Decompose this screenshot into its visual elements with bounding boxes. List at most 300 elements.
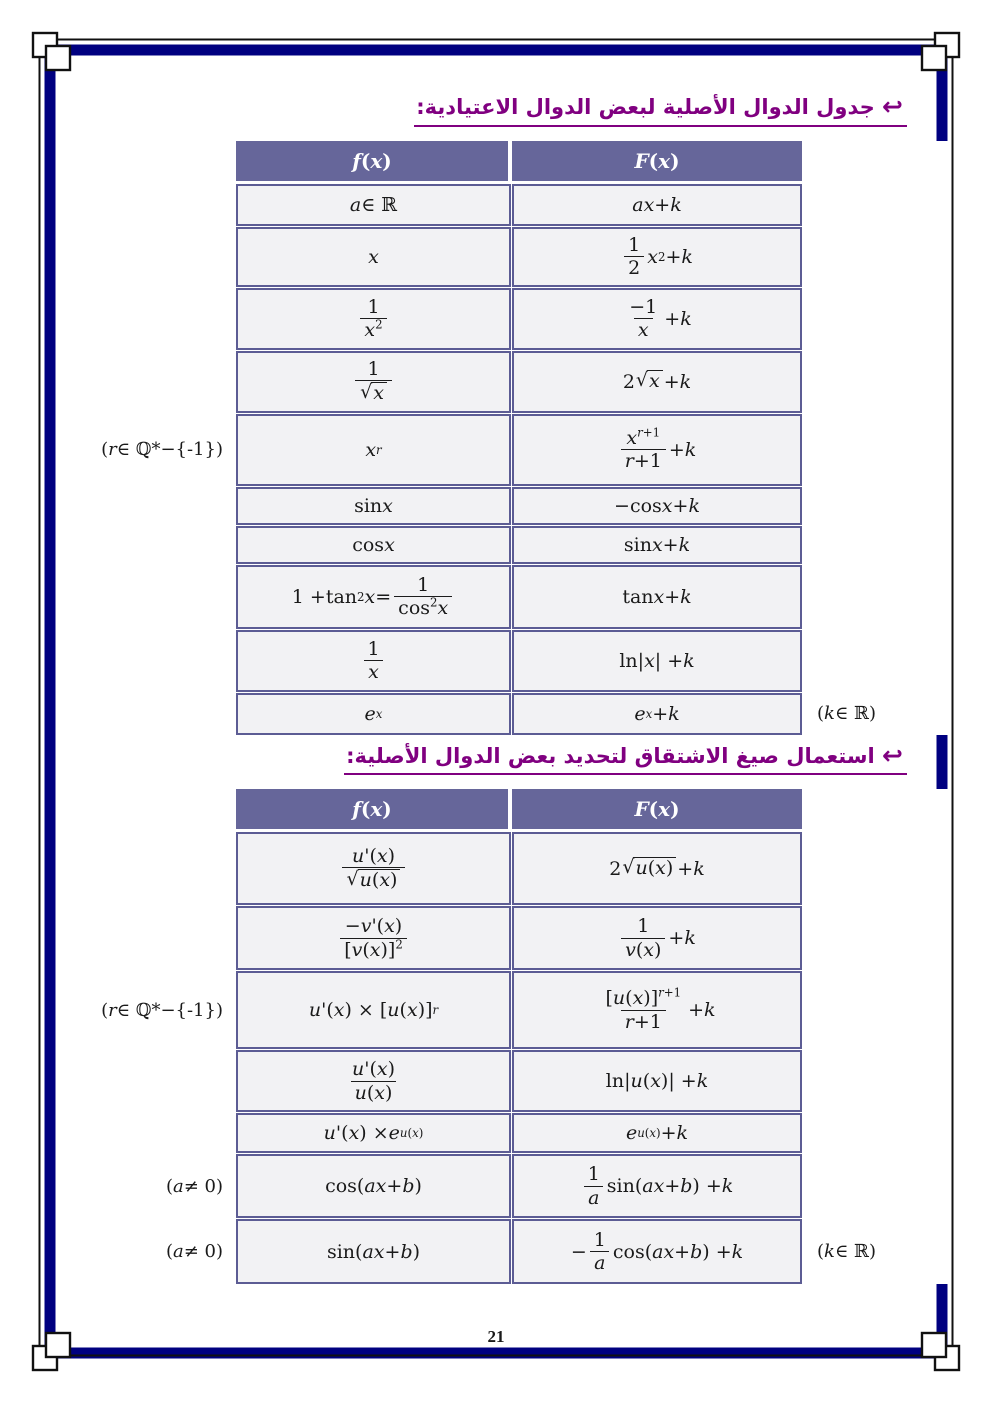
domain-note-left bbox=[85, 184, 235, 226]
math-text: '( bbox=[321, 999, 334, 1021]
fraction bbox=[363, 638, 383, 684]
math-text: ∈ ℚ*−{-1}) bbox=[116, 439, 223, 460]
corner-square bbox=[922, 46, 946, 70]
domain-note-left bbox=[85, 630, 235, 692]
math-variable: r bbox=[108, 999, 117, 1021]
math-variable: u bbox=[354, 1081, 367, 1104]
section-title bbox=[414, 90, 907, 127]
radicand bbox=[633, 857, 676, 880]
f-cell bbox=[236, 1154, 511, 1218]
math-variable: k bbox=[704, 999, 716, 1021]
F-cell bbox=[512, 487, 802, 525]
math-text: )] bbox=[643, 987, 659, 1010]
math-variable: u bbox=[637, 1126, 645, 1140]
f-cell bbox=[236, 526, 511, 564]
fraction bbox=[624, 234, 644, 280]
math-text: ) + bbox=[702, 1240, 732, 1263]
fraction bbox=[340, 915, 407, 961]
domain-note-left bbox=[85, 1050, 235, 1112]
F-cell bbox=[512, 906, 802, 970]
math-variable: x bbox=[437, 597, 449, 619]
domain-note-right bbox=[803, 1113, 951, 1153]
fraction-numerator bbox=[625, 296, 661, 318]
math-variable: b bbox=[402, 1175, 415, 1197]
math-text: 1 bbox=[367, 295, 380, 318]
col-header-f bbox=[236, 789, 511, 831]
math-variable: k bbox=[731, 1240, 744, 1263]
fraction-denominator bbox=[342, 867, 406, 892]
math-text: + bbox=[662, 533, 679, 556]
math-variable: x bbox=[368, 245, 379, 268]
fraction-denominator bbox=[621, 938, 665, 961]
math-text: 1 bbox=[628, 233, 641, 256]
math-variable: k bbox=[680, 307, 692, 330]
math-text: ( bbox=[625, 987, 633, 1010]
functions-table bbox=[85, 141, 951, 735]
F-cell bbox=[512, 1154, 802, 1218]
f-cell bbox=[236, 1219, 511, 1284]
fraction-numerator bbox=[348, 1058, 399, 1080]
F-cell bbox=[512, 227, 802, 287]
math-variable: x bbox=[333, 999, 345, 1021]
math-text: − bbox=[344, 915, 361, 938]
math-variable: x bbox=[637, 319, 649, 341]
domain-note-right bbox=[803, 1154, 951, 1218]
math-text: cos bbox=[325, 1175, 357, 1197]
domain-note-right bbox=[803, 565, 951, 629]
math-text: 2 bbox=[395, 937, 403, 952]
math-variable: x bbox=[644, 649, 655, 672]
math-text: + bbox=[384, 1240, 401, 1263]
math-text: + bbox=[664, 307, 681, 330]
math-text: − bbox=[614, 494, 630, 517]
math-text: ) bbox=[387, 1058, 396, 1081]
F-cell bbox=[512, 832, 802, 905]
col-header-F bbox=[512, 789, 802, 831]
fraction-denominator bbox=[394, 596, 452, 619]
math-variable: x bbox=[661, 494, 673, 517]
math-text: ) bbox=[382, 148, 392, 173]
fraction-denominator bbox=[634, 318, 653, 341]
domain-note-right bbox=[803, 832, 951, 905]
fraction-denominator bbox=[351, 1081, 397, 1104]
math-text: '( bbox=[335, 1122, 349, 1144]
math-text: = bbox=[375, 585, 392, 608]
math-variable: u bbox=[359, 869, 372, 892]
fraction bbox=[590, 1229, 610, 1275]
fraction bbox=[394, 574, 452, 620]
domain-note-right bbox=[803, 184, 951, 226]
math-text: ( bbox=[634, 1175, 643, 1197]
radical-sign-icon: √ bbox=[346, 868, 359, 891]
math-variable: x bbox=[376, 844, 388, 867]
math-text: '( bbox=[364, 844, 377, 867]
f-cell bbox=[236, 630, 511, 692]
math-variable: u bbox=[351, 1058, 365, 1081]
math-text: + bbox=[654, 193, 671, 216]
fraction-denominator bbox=[364, 660, 383, 683]
f-cell bbox=[236, 693, 511, 735]
f-cell bbox=[236, 227, 511, 287]
math-variable: x bbox=[364, 585, 376, 608]
math-variable: k bbox=[684, 927, 696, 949]
section-title-row bbox=[85, 90, 907, 127]
fraction-numerator bbox=[348, 845, 399, 867]
math-text: 2 bbox=[609, 857, 622, 880]
page-number: 21 bbox=[487, 1327, 505, 1346]
math-text: ( bbox=[399, 999, 407, 1021]
math-text: ) bbox=[394, 915, 403, 938]
math-variable: b bbox=[400, 1240, 413, 1263]
math-variable: x bbox=[650, 1070, 661, 1092]
math-text: + bbox=[663, 370, 680, 393]
math-text: ( bbox=[407, 1126, 413, 1140]
math-text: [ bbox=[605, 987, 613, 1010]
fraction-numerator bbox=[363, 358, 383, 380]
math-text: cos bbox=[629, 494, 662, 517]
math-text: + bbox=[674, 1240, 691, 1263]
math-variable: k bbox=[670, 193, 682, 216]
math-text: tan bbox=[622, 585, 654, 608]
math-text: '( bbox=[364, 1058, 377, 1081]
math-variable: u bbox=[308, 999, 322, 1021]
math-variable: a bbox=[349, 193, 362, 216]
math-variable: u bbox=[635, 857, 648, 880]
math-variable: k bbox=[680, 585, 692, 608]
math-text: ) bbox=[387, 844, 395, 867]
math-text: ≠ 0) bbox=[183, 1241, 223, 1262]
math-text: ) bbox=[654, 938, 662, 961]
domain-note-right bbox=[803, 1219, 951, 1284]
math-variable: ax bbox=[362, 1240, 385, 1263]
math-variable: e bbox=[388, 1122, 400, 1144]
math-text: cos bbox=[612, 1240, 645, 1263]
fraction-numerator bbox=[584, 1163, 604, 1185]
fraction bbox=[625, 296, 661, 342]
math-variable: a bbox=[172, 1241, 184, 1262]
math-text: ) bbox=[412, 1240, 421, 1263]
math-variable: k bbox=[721, 1175, 734, 1197]
math-text: | + bbox=[654, 649, 684, 672]
domain-note-right bbox=[803, 227, 951, 287]
fraction bbox=[360, 296, 386, 342]
math-variable: x bbox=[626, 426, 638, 449]
math-text: cos bbox=[398, 597, 431, 619]
math-text: 1 bbox=[417, 573, 430, 596]
f-cell bbox=[236, 971, 511, 1049]
superscript bbox=[637, 425, 660, 439]
math-variable: f bbox=[352, 148, 361, 173]
math-variable: F bbox=[634, 797, 649, 821]
math-text: ) bbox=[382, 797, 392, 821]
math-variable: ax bbox=[632, 193, 655, 216]
domain-note-left bbox=[85, 1154, 235, 1218]
math-variable: r bbox=[624, 450, 634, 472]
math-variable: k bbox=[824, 703, 835, 724]
F-cell bbox=[512, 1113, 802, 1153]
math-text: ( bbox=[648, 148, 659, 173]
math-text: ) bbox=[384, 1081, 393, 1104]
math-variable: x bbox=[375, 706, 383, 721]
radical-sign-icon: √ bbox=[360, 381, 373, 404]
math-variable: k bbox=[668, 702, 680, 725]
domain-note-right bbox=[803, 906, 951, 970]
math-variable: k bbox=[696, 1070, 709, 1092]
math-text: − bbox=[570, 1240, 587, 1263]
domain-note-right bbox=[803, 288, 951, 350]
math-text: + bbox=[688, 999, 705, 1021]
math-text: ( bbox=[817, 1241, 825, 1262]
math-text: ( bbox=[101, 439, 109, 460]
domain-note-left bbox=[85, 565, 235, 629]
math-variable: u bbox=[399, 1126, 408, 1140]
fraction-numerator bbox=[363, 296, 383, 318]
math-variable: ax bbox=[652, 1240, 675, 1263]
col-header-f bbox=[236, 141, 511, 183]
radical-sign-icon: √ bbox=[622, 856, 635, 879]
math-variable: k bbox=[676, 1122, 689, 1144]
math-text: tan bbox=[325, 585, 358, 608]
math-variable: k bbox=[679, 370, 692, 393]
math-text: ) + bbox=[692, 1175, 722, 1197]
domain-note-left bbox=[85, 971, 235, 1049]
math-text: | bbox=[637, 649, 645, 672]
math-variable: x bbox=[384, 915, 395, 938]
math-variable: u bbox=[612, 987, 626, 1010]
math-variable: x bbox=[645, 706, 653, 721]
math-text: ( bbox=[817, 703, 825, 724]
math-text: 1 + bbox=[291, 585, 326, 608]
superscript bbox=[658, 986, 681, 1000]
domain-note-right bbox=[803, 526, 951, 564]
math-variable: f bbox=[352, 797, 361, 821]
domain-note-right bbox=[803, 971, 951, 1049]
domain-note-left bbox=[85, 832, 235, 905]
math-variable: u bbox=[351, 844, 365, 867]
domain-note-left bbox=[85, 906, 235, 970]
math-variable: x bbox=[382, 494, 393, 517]
f-cell bbox=[236, 906, 511, 970]
math-text: sin bbox=[623, 533, 652, 556]
F-cell bbox=[512, 414, 802, 486]
math-variable: x bbox=[651, 533, 663, 556]
math-text: sin bbox=[606, 1175, 635, 1197]
math-variable: x bbox=[384, 533, 395, 556]
math-text: ( bbox=[360, 148, 371, 173]
math-variable: x bbox=[632, 987, 644, 1010]
math-variable: x bbox=[658, 797, 671, 821]
superscript bbox=[395, 937, 403, 951]
math-variable: x bbox=[649, 1126, 657, 1140]
math-text: ( bbox=[101, 999, 109, 1021]
section-title-text: جدول الدوال الأصلية لبعض الدوال الاعتيادية: bbox=[416, 95, 875, 119]
math-text: 2 bbox=[375, 317, 383, 332]
fraction-denominator bbox=[624, 256, 644, 279]
domain-note-left bbox=[85, 526, 235, 564]
math-text: ( bbox=[647, 857, 656, 880]
section-title-row bbox=[85, 739, 907, 776]
math-text: 1 bbox=[637, 915, 650, 938]
header-spacer bbox=[85, 789, 235, 831]
math-text: ) bbox=[418, 1126, 424, 1140]
domain-note-right bbox=[803, 693, 951, 735]
f-cell bbox=[236, 184, 511, 226]
domain-note-left bbox=[85, 1219, 235, 1284]
col-header-F bbox=[512, 141, 802, 183]
sqrt bbox=[622, 857, 676, 880]
math-text: + bbox=[665, 245, 682, 268]
math-text: )] bbox=[417, 999, 433, 1021]
math-variable: x bbox=[376, 1058, 388, 1081]
math-variable: k bbox=[683, 649, 695, 672]
corner-square bbox=[46, 46, 70, 70]
math-text: ∈ ℝ) bbox=[834, 703, 876, 724]
math-variable: r bbox=[637, 425, 643, 440]
math-text: ( bbox=[371, 869, 380, 892]
math-text: 2 bbox=[622, 370, 635, 393]
math-variable: b bbox=[680, 1175, 693, 1197]
math-variable: k bbox=[688, 494, 700, 517]
f-cell bbox=[236, 832, 511, 905]
math-text: ) bbox=[665, 857, 674, 880]
F-cell bbox=[512, 351, 802, 413]
F-cell bbox=[512, 693, 802, 735]
math-text: 2 bbox=[357, 589, 365, 604]
math-text: ( bbox=[165, 1175, 173, 1197]
superscript bbox=[375, 318, 383, 332]
math-text: + bbox=[660, 1122, 677, 1144]
math-text: [ bbox=[344, 938, 352, 961]
math-text: cos bbox=[352, 533, 385, 556]
domain-note-right bbox=[803, 487, 951, 525]
F-cell bbox=[512, 971, 802, 1049]
fraction bbox=[348, 1058, 399, 1104]
math-text: ( bbox=[635, 938, 644, 961]
fraction-numerator bbox=[624, 234, 644, 256]
math-variable: e bbox=[364, 702, 376, 725]
math-variable: x bbox=[368, 661, 379, 683]
radicand bbox=[358, 869, 401, 892]
math-text: ) × bbox=[359, 1122, 389, 1144]
math-text: ln bbox=[605, 1070, 625, 1092]
math-text: )| + bbox=[660, 1070, 697, 1092]
math-variable: v bbox=[625, 938, 636, 961]
math-variable: x bbox=[655, 857, 666, 880]
math-variable: u bbox=[323, 1122, 336, 1144]
radicand bbox=[371, 382, 387, 405]
f-cell bbox=[236, 351, 511, 413]
fraction-denominator bbox=[584, 1186, 603, 1209]
math-variable: ax bbox=[642, 1175, 665, 1197]
math-text: ) bbox=[670, 148, 680, 173]
math-variable: x bbox=[370, 148, 383, 173]
math-text: | bbox=[624, 1070, 631, 1092]
fraction-numerator bbox=[413, 574, 433, 596]
math-variable: b bbox=[690, 1240, 703, 1263]
math-variable: r bbox=[376, 442, 382, 457]
math-text: ( bbox=[366, 1081, 375, 1104]
f-cell bbox=[236, 288, 511, 350]
math-text: ln bbox=[619, 649, 638, 672]
F-cell bbox=[512, 1050, 802, 1112]
F-cell bbox=[512, 526, 802, 564]
fraction-numerator bbox=[622, 427, 664, 449]
header-spacer bbox=[85, 141, 235, 183]
domain-note-left bbox=[85, 227, 235, 287]
math-text: ( bbox=[642, 1070, 651, 1092]
math-text: )] bbox=[380, 938, 396, 961]
math-variable: k bbox=[681, 245, 693, 268]
section-title bbox=[344, 739, 907, 776]
math-variable: x bbox=[412, 1126, 419, 1140]
math-text: ( bbox=[644, 1240, 653, 1263]
math-text: 1 bbox=[587, 1163, 600, 1186]
math-text: 2 bbox=[430, 595, 438, 610]
fraction bbox=[342, 845, 406, 892]
math-text: + bbox=[668, 438, 685, 461]
math-text: + bbox=[672, 494, 689, 517]
math-variable: r bbox=[624, 1010, 634, 1033]
math-text: + bbox=[664, 1175, 681, 1197]
domain-note-left bbox=[85, 351, 235, 413]
title-arrow-icon: ↩ bbox=[882, 740, 903, 770]
domain-note-right bbox=[803, 351, 951, 413]
math-variable: k bbox=[824, 1241, 835, 1262]
math-variable: k bbox=[693, 857, 705, 880]
fraction bbox=[601, 987, 685, 1033]
math-variable: r bbox=[432, 1003, 439, 1017]
fraction bbox=[584, 1163, 604, 1209]
math-text: −1 bbox=[629, 295, 658, 318]
sections-container bbox=[85, 90, 951, 1284]
math-variable: ax bbox=[364, 1175, 387, 1197]
math-variable: e bbox=[634, 702, 646, 725]
fraction-numerator bbox=[590, 1229, 610, 1251]
F-cell bbox=[512, 1219, 802, 1284]
math-variable: x bbox=[369, 938, 381, 961]
domain-note-left bbox=[85, 487, 235, 525]
math-text: ( bbox=[355, 1240, 363, 1263]
math-text: 1 bbox=[367, 637, 380, 660]
math-text: 2 bbox=[657, 249, 666, 264]
F-cell bbox=[512, 565, 802, 629]
math-variable: F bbox=[634, 148, 649, 173]
math-text: + bbox=[668, 927, 685, 949]
math-variable: x bbox=[643, 938, 654, 961]
fraction-numerator bbox=[341, 915, 406, 937]
math-text: ∈ ℝ bbox=[361, 193, 398, 216]
math-variable: k bbox=[684, 438, 697, 461]
math-variable: x bbox=[406, 999, 418, 1021]
fraction-denominator bbox=[360, 318, 386, 341]
math-text: +1 bbox=[633, 1010, 662, 1033]
math-variable: a bbox=[594, 1252, 606, 1274]
math-variable: v bbox=[360, 915, 372, 938]
math-variable: x bbox=[365, 438, 377, 461]
math-variable: x bbox=[653, 585, 665, 608]
math-variable: e bbox=[625, 1122, 638, 1144]
domain-note-right bbox=[803, 414, 951, 486]
math-text: 2 bbox=[628, 257, 641, 279]
math-text: ∈ ℝ) bbox=[834, 1241, 876, 1262]
math-text: '( bbox=[371, 915, 385, 938]
fraction-numerator bbox=[363, 638, 383, 660]
math-variable: v bbox=[351, 938, 363, 961]
fraction-denominator bbox=[590, 1251, 609, 1274]
sqrt bbox=[347, 869, 401, 892]
F-cell bbox=[512, 184, 802, 226]
math-text: ( bbox=[648, 797, 659, 821]
